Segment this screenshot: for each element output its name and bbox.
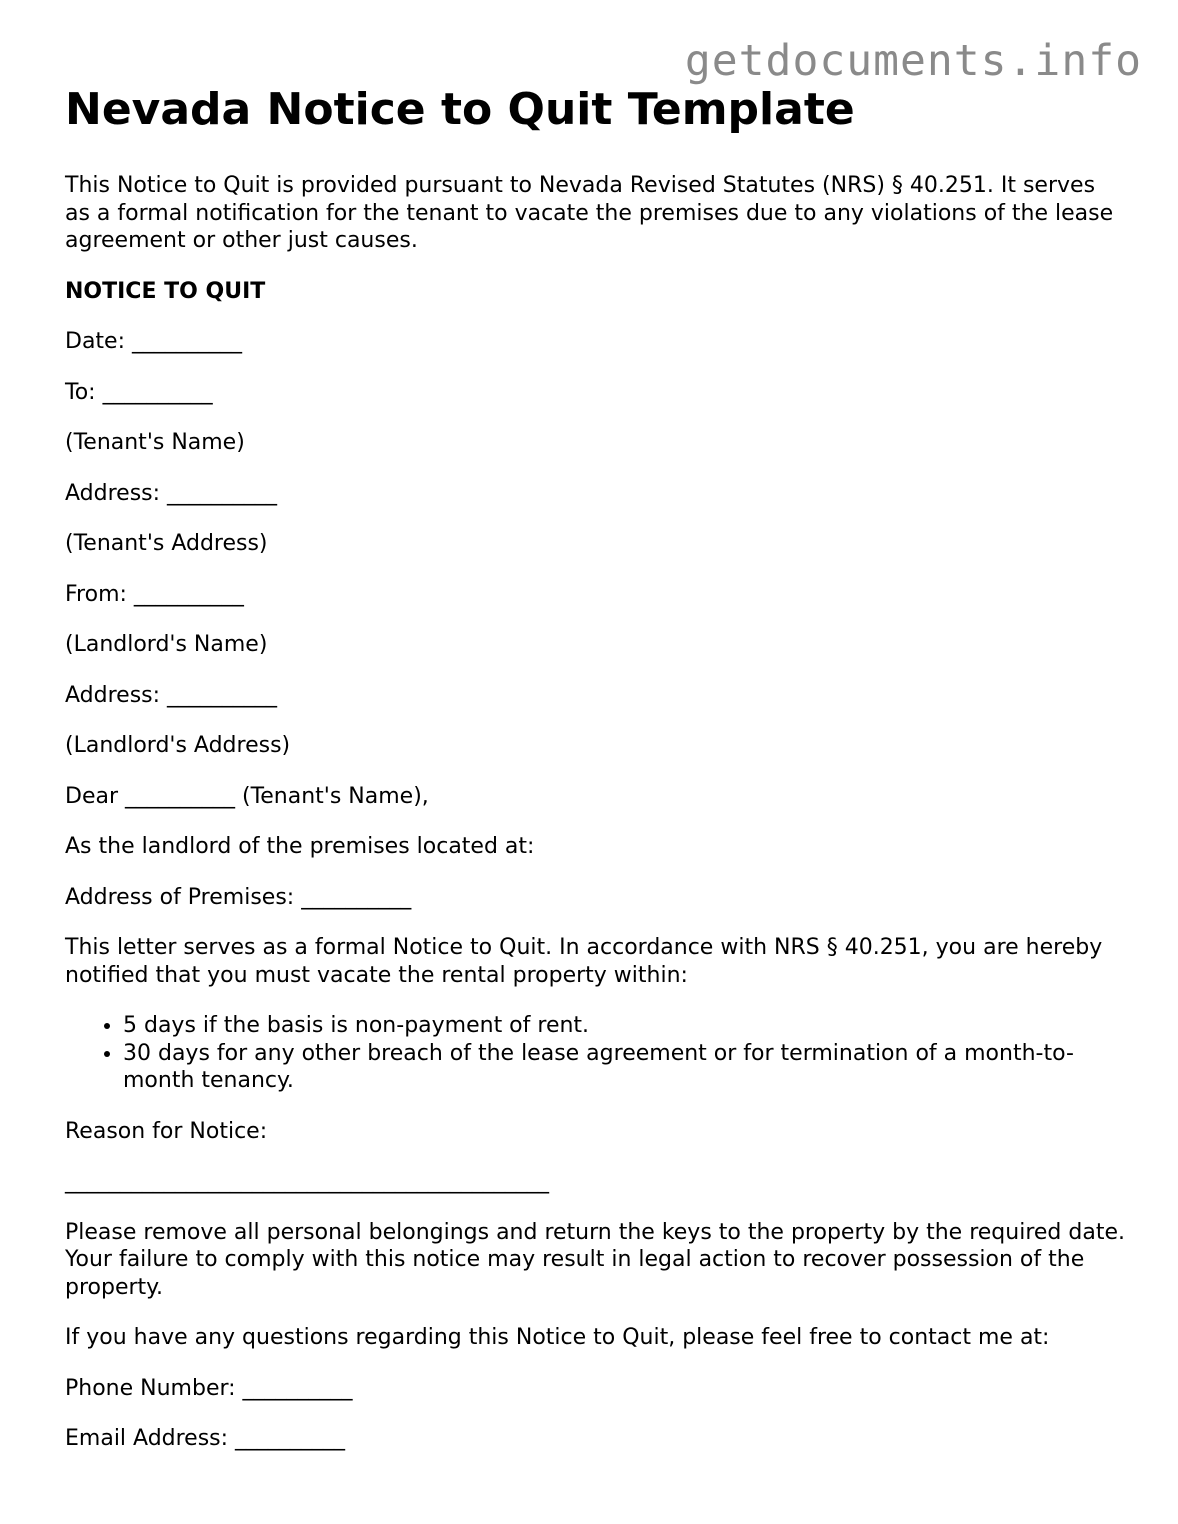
page-title: Nevada Notice to Quit Template	[65, 84, 855, 135]
removal-paragraph: Please remove all personal belongings and return the keys to the property by the required date. Your failure to comply with this notice may result in legal action to recover possession of the property.	[65, 1219, 1125, 1300]
landlord-address-field: Address: __________	[65, 682, 278, 708]
from-field: From: __________	[65, 581, 244, 607]
intro-paragraph: This Notice to Quit is provided pursuant to Nevada Revised Statutes (NRS) § 40.251. It serves as a formal notification for the tenant to vacate the premises due to any violations of the lease agreement or other just causes.	[65, 173, 1114, 253]
reason-label: Reason for Notice:	[65, 1118, 268, 1144]
date-field: Date: __________	[65, 329, 242, 354]
document-page	[65, 82, 1125, 1476]
email-field: Email Address: __________	[65, 1426, 346, 1451]
section-heading: NOTICE TO QUIT	[65, 278, 266, 304]
premises-intro: As the landlord of the premises located at:	[65, 834, 535, 859]
premises-address-field: Address of Premises: __________	[65, 884, 412, 910]
reason-line: ____________________________________________	[65, 1169, 549, 1194]
tenant-address-note: (Tenant's Address)	[65, 531, 268, 556]
contact-intro: If you have any questions regarding this Notice to Quit, please feel free to contact me at:	[65, 1325, 1050, 1350]
landlord-name-note: (Landlord's Name)	[65, 632, 268, 657]
salutation: Dear __________ (Tenant's Name),	[65, 783, 429, 809]
landlord-address-note: (Landlord's Address)	[65, 733, 291, 758]
to-field: To: __________	[65, 379, 213, 405]
list-item: • 30 days for any other breach of the lease agreement or for termination of a month-to-month tenancy.	[123, 1040, 1125, 1095]
tenant-address-field: Address: __________	[65, 480, 278, 506]
tenant-name-note: (Tenant's Name)	[65, 430, 245, 455]
list-item: • 5 days if the basis is non-payment of rent.	[123, 1012, 1125, 1040]
notice-paragraph: This letter serves as a formal Notice to Quit. In accordance with NRS § 40.251, you are hereby notified that you must vacate the rental property within:	[65, 935, 1103, 988]
watermark: getdocuments.info	[684, 36, 1142, 86]
vacate-period-list	[65, 1012, 1125, 1095]
phone-field: Phone Number: __________	[65, 1375, 353, 1401]
